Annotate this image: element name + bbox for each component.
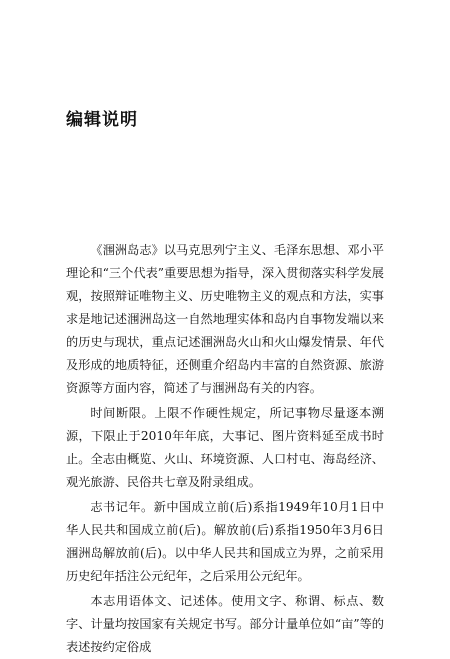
body-text bbox=[66, 239, 384, 659]
page-title: 编辑说明 bbox=[66, 110, 138, 130]
paragraph-style: 本志用语体文、记述体。使用文字、称谓、标点、数字、计量均按国家有关规定书写。部分计量单位如“亩”等的表述按约定俗成 bbox=[66, 594, 384, 654]
paragraph-time-range: 时间断限。上限不作硬性规定，所记事物尽量逐本溯源，下限止于2010年年底，大事记、图片资料延至成书时止。全志由概览、火山、环境资源、人口村屯、海岛经济、观光旅游、民俗共七章及附录组成。 bbox=[66, 406, 384, 489]
paragraph-chronology: 志书记年。新中国成立前(后)系指1949年10月1日中华人民共和国成立前(后)。解放前(后)系指1950年3月6日涠洲岛解放前(后)。以中华人民共和国成立为界，之前采用历史纪年括注公元纪年，之后采用公元纪年。 bbox=[66, 500, 384, 583]
paragraph-intro: 《涠洲岛志》以马克思列宁主义、毛泽东思想、邓小平理论和“三个代表”重要思想为指导，深入贯彻落实科学发展观，按照辩证唯物主义、历史唯物主义的观点和方法，实事求是地记述涠洲岛这一自然地理实体和岛内自事物发端以来的历史与现状，重点记述涠洲岛火山和火山爆发情景、年代及形成的地质特征，还侧重介绍岛内丰富的自然资源、旅游资源等方面内容，简述了与涠洲岛有关的内容。 bbox=[66, 243, 384, 395]
